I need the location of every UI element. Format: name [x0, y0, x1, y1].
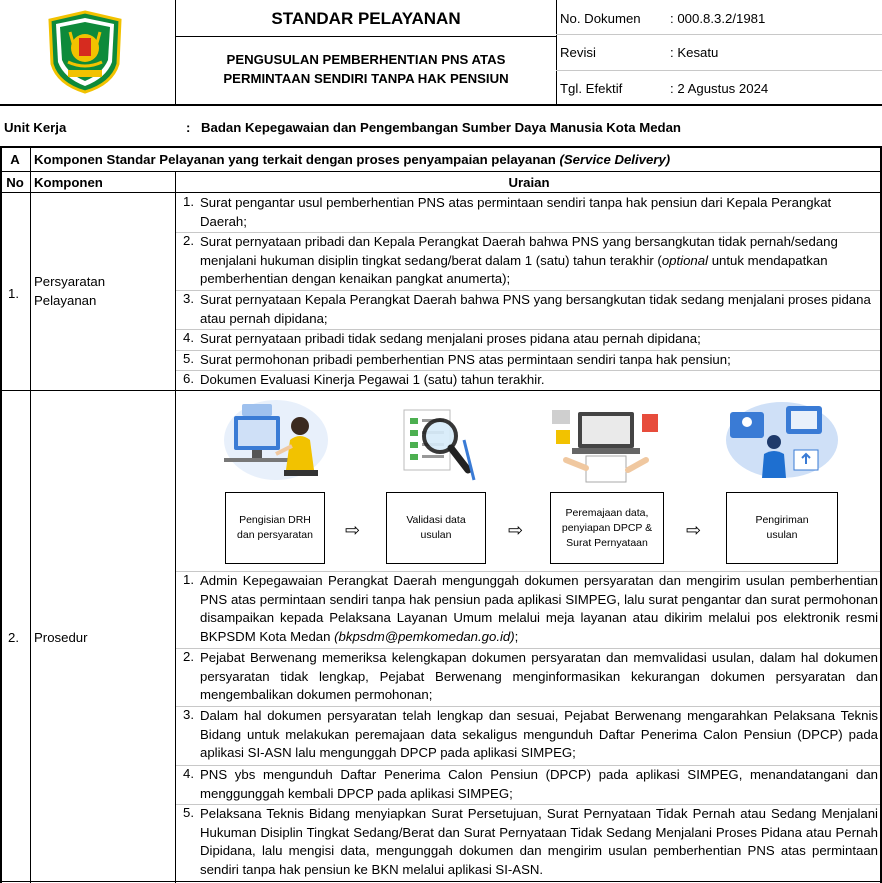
desk-laptop-illustration: [546, 404, 666, 486]
list-item: 1. Surat pengantar usul pemberhentian PNS atas permintaan sendiri tanpa hak pensiun dari Kepala Perangkat Daerah;: [183, 194, 832, 229]
meta-revision-value: : Kesatu: [670, 44, 719, 60]
row-1-number: 1.: [8, 285, 19, 301]
column-header-komponen: Komponen: [34, 174, 103, 190]
unit-kerja-label: Unit Kerja: [4, 119, 67, 135]
list-item: 3. Surat pernyataan Kepala Perangkat Daerah bahwa PNS yang bersangkutan tidak sedang menjalani proses pidana atau pernah dipidana;: [183, 291, 871, 326]
meta-effective-date-label: Tgl. Efektif: [560, 80, 623, 96]
header: [0, 0, 882, 105]
column-header-uraian: Uraian: [508, 174, 550, 190]
flow-arrow-icon: ⇨: [686, 520, 702, 540]
list-item: 2. Pejabat Berwenang memeriksa kelengkapan dokumen persyaratan dan memvalidasi usulan, dalam hal dokumen persyaratan tidak lengkap, Pejabat Berwenang menginformasikan kekurangan dokumen persyaratan dan mengembalikan dokumen permohonan;: [183, 649, 878, 702]
flow-arrow-icon: ⇨: [508, 520, 524, 540]
online-upload-illustration: [716, 398, 840, 486]
list-item: 1. Admin Kepegawaian Perangkat Daerah mengunggah dokumen persyaratan dan mengirim usulan pemberhentian PNS atas permintaan sendiri tanpa hak pensiun pada aplikasi SIMPEG, lalu surat pengantar dan surat permohonan disampaikan kepada Pelaksana Layanan Umum melalui meja layanan atau dikirim melalui pos elektronik resmi BKPSDM Kota Medan (bkpsdm@pemkomedan.go.id);: [183, 572, 878, 644]
list-item: 6. Dokumen Evaluasi Kinerja Pegawai 1 (satu) tahun terakhir.: [183, 371, 545, 387]
unit-kerja-colon: :: [186, 119, 191, 135]
section-title-italic: (Service Delivery): [559, 151, 671, 167]
list-item: 4. PNS ybs mengunduh Daftar Penerima Calon Pensiun (DPCP) pada aplikasi SIMPEG, menandatangani dan menggunggah kembali DPCP pada aplikasi SIMPEG;: [183, 766, 878, 801]
meta-revision-label: Revisi: [560, 44, 596, 60]
document-title: STANDAR PELAYANAN: [271, 9, 461, 28]
meta-doc-number-label: No. Dokumen: [560, 10, 641, 26]
unit-kerja-value: Badan Kepegawaian dan Pengembangan Sumber Daya Manusia Kota Medan: [201, 119, 681, 135]
flow-step-4: Pengiriman usulan: [726, 492, 838, 564]
computer-user-illustration: [214, 396, 334, 486]
subtitle-line-2: PERMINTAAN SENDIRI TANPA HAK PENSIUN: [223, 71, 509, 86]
column-header-no: No: [6, 174, 24, 190]
flow-step-2: Validasi data usulan: [386, 492, 486, 564]
list-item: 4. Surat pernyataan pribadi tidak sedang menjalani proses pidana atau pernah dipidana;: [183, 330, 701, 346]
subtitle-line-1: PENGUSULAN PEMBERHENTIAN PNS ATAS: [226, 52, 506, 67]
row-2-komponen: Prosedur: [34, 629, 88, 645]
flow-arrow-icon: ⇨: [345, 520, 361, 540]
meta-doc-number-value: : 000.8.3.2/1981: [670, 10, 766, 26]
document-subtitle: [176, 46, 556, 92]
row-1-komponen-line1: Persyaratan: [34, 274, 106, 289]
flow-step-3: Peremajaan data, penyiapan DPCP & Surat Pernyataan: [550, 492, 664, 564]
list-item: 5. Pelaksana Teknis Bidang menyiapkan Surat Persetujuan, Surat Pernyataan Tidak Pernah atau Sedang Menjalani Hukuman Disiplin Tingkat Sedang/Berat dan Surat Pernyataan Tidak Sedang Menjalani Proses Pidana atau Pernah Dipidana, lalu mengisi data, mengunggah dokumen dan mengirim usulan pemberhentian PNS atas permintaan sendiri tanpa hak pensiun ke BKN melalui aplikasi SI-ASN.: [183, 805, 878, 877]
list-item: 2. Surat pernyataan pribadi dan Kepala Perangkat Daerah bahwa PNS yang bersangkutan tidak pernah/sedang menjalani hukuman disiplin tingkat sedang/berat dalam 1 (satu) tahun terakhir (optional untuk mendapatkan pemberhentian dengan kenaikan pangkat anumerta);: [183, 233, 838, 286]
city-emblem-logo: [46, 10, 124, 94]
row-1-komponen-line2: Pelayanan: [34, 293, 97, 308]
magnifier-document-illustration: [396, 400, 480, 486]
section-letter: A: [10, 151, 20, 167]
flow-step-1: Pengisian DRH dan persyaratan: [225, 492, 325, 564]
section-title-main: Komponen Standar Pelayanan yang terkait dengan proses penyampaian pelayanan: [34, 151, 560, 167]
meta-effective-date-value: : 2 Agustus 2024: [670, 80, 769, 96]
section-title: [34, 148, 670, 170]
list-item: 3. Dalam hal dokumen persyaratan telah lengkap dan sesuai, Pejabat Berwenang mengarahkan Pelaksana Teknis Bidang untuk melakukan peremajaan data sekaligus mengunduh Daftar Penerima Calon Pensiun (DPCP) pada aplikasi SI-ASN lalu mengunggah DPCP pada aplikasi SIMPEG;: [183, 707, 878, 760]
list-item: 5. Surat permohonan pribadi pemberhentian PNS atas permintaan sendiri tanpa hak pensiun;: [183, 351, 731, 367]
row-1-komponen: [34, 272, 105, 310]
row-2-number: 2.: [8, 629, 19, 645]
